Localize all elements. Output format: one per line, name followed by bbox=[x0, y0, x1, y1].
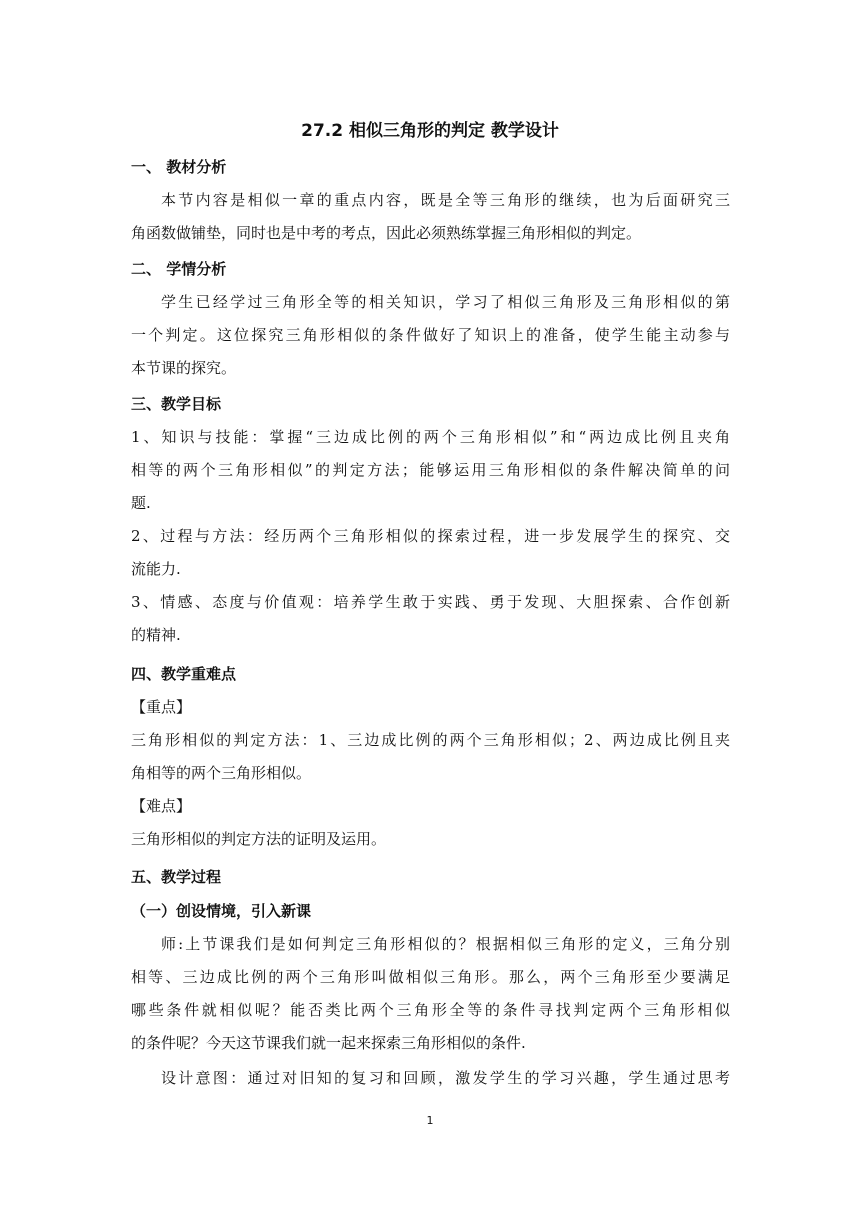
paragraph-design-intent bbox=[131, 1062, 730, 1095]
goal-attitude-values bbox=[131, 586, 730, 652]
section-heading-student-analysis: 二、 学情分析 bbox=[131, 260, 227, 278]
text-line: 三角形相似的判定方法：1、三边成比例的两个三角形相似；2、两边成比例且夹 bbox=[131, 731, 730, 749]
text-line: 本节课的探究。 bbox=[131, 359, 237, 377]
section-heading-teaching-goals: 三、教学目标 bbox=[131, 395, 222, 413]
text-line: 角相等的两个三角形相似。 bbox=[131, 764, 312, 782]
key-point-label bbox=[131, 691, 730, 724]
text-line: 相等的两个三角形相似”的判定方法；能够运用三角形相似的条件解决简单的问 bbox=[131, 461, 730, 479]
section-heading-textbook-analysis: 一、 教材分析 bbox=[131, 158, 227, 176]
text-line: 三角形相似的判定方法的证明及运用。 bbox=[131, 830, 387, 848]
text-line: 的精神. bbox=[131, 626, 181, 644]
text-line: 角函数做铺垫，同时也是中考的考点，因此必须熟练掌握三角形相似的判定。 bbox=[131, 224, 642, 242]
paragraph-textbook-analysis bbox=[131, 184, 730, 250]
page-number: 1 bbox=[426, 1114, 434, 1127]
text-line: 一个判定。这位探究三角形相似的条件做好了知识上的准备，使学生能主动参与 bbox=[131, 326, 730, 344]
difficult-point-text bbox=[131, 823, 730, 856]
key-point-text bbox=[131, 724, 730, 790]
paragraph-scenario bbox=[131, 928, 730, 1060]
difficult-point-label bbox=[131, 790, 730, 823]
text-line: 本节内容是相似一章的重点内容，既是全等三角形的继续，也为后面研究三 bbox=[161, 191, 730, 209]
text-line: 师:上节课我们是如何判定三角形相似的？根据相似三角形的定义，三角分别 bbox=[161, 935, 730, 953]
goal-process-method bbox=[131, 520, 730, 586]
text-line: 相等、三边成比例的两个三角形叫做相似三角形。那么，两个三角形至少要满足 bbox=[131, 968, 730, 986]
text-line: 【重点】 bbox=[131, 698, 192, 716]
text-line: 3、情感、态度与价值观：培养学生敢于实践、勇于发现、大胆探索、合作创新 bbox=[131, 593, 730, 611]
text-line: 1、知识与技能：掌握“三边成比例的两个三角形相似”和“两边成比例且夹角 bbox=[131, 428, 730, 446]
text-line: 学生已经学过三角形全等的相关知识，学习了相似三角形及三角形相似的第 bbox=[161, 293, 730, 311]
section-heading-key-difficult-points: 四、教学重难点 bbox=[131, 665, 237, 683]
text-line: 哪些条件就相似呢？能否类比两个三角形全等的条件寻找判定两个三角形相似 bbox=[131, 1001, 730, 1019]
document-title: 27.2 相似三角形的判定 教学设计 bbox=[301, 121, 559, 141]
text-line: 的条件呢？今天这节课我们就一起来探索三角形相似的条件. bbox=[131, 1034, 526, 1052]
text-line: 【难点】 bbox=[131, 797, 192, 815]
subsection-heading-scenario: （一）创设情境，引入新课 bbox=[131, 902, 312, 920]
goal-knowledge-skills bbox=[131, 421, 730, 520]
section-heading-teaching-process: 五、教学过程 bbox=[131, 868, 222, 886]
text-line: 流能力. bbox=[131, 560, 181, 578]
paragraph-student-analysis bbox=[131, 286, 730, 385]
text-line: 设计意图：通过对旧知的复习和回顾，激发学生的学习兴趣，学生通过思考 bbox=[161, 1069, 730, 1087]
text-line: 2、过程与方法：经历两个三角形相似的探索过程，进一步发展学生的探究、交 bbox=[131, 527, 730, 545]
text-line: 题. bbox=[131, 494, 151, 512]
